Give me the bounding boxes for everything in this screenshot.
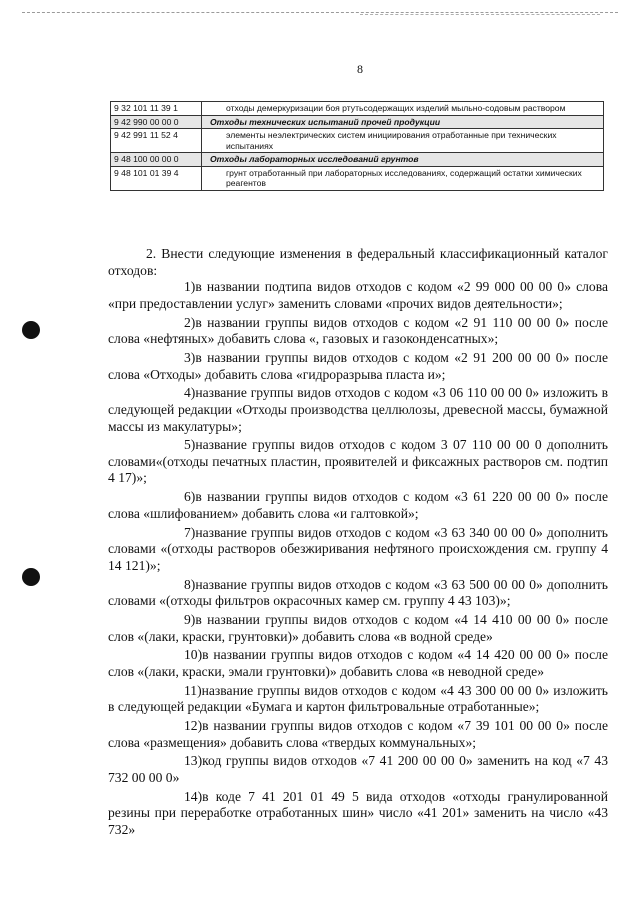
list-item bbox=[108, 315, 608, 348]
table-row-group bbox=[111, 153, 604, 167]
waste-group-title: Отходы технических испытаний прочей продукции bbox=[202, 115, 604, 129]
item-number: 6) bbox=[184, 489, 196, 505]
waste-code: 9 48 101 01 39 4 bbox=[111, 166, 202, 190]
list-item bbox=[108, 350, 608, 383]
item-number: 7) bbox=[184, 524, 196, 540]
item-number: 2) bbox=[184, 314, 196, 330]
item-number: 3) bbox=[184, 349, 196, 365]
list-item bbox=[108, 385, 608, 435]
item-number: 9) bbox=[184, 611, 196, 627]
page-number: 8 bbox=[357, 62, 363, 76]
table-row bbox=[111, 166, 604, 190]
section-heading: 2. Внести следующие изменения в федеральный классификационный каталог отходов: bbox=[108, 246, 608, 278]
waste-codes-table bbox=[110, 101, 604, 191]
item-number: 12) bbox=[184, 718, 203, 734]
waste-code: 9 48 100 00 00 0 bbox=[111, 153, 202, 167]
item-text: название группы видов отходов с кодом «3 63 340 00 00 0» дополнить словами «(отходы растворов обезжиривания нефтяного происхождения см. группу 4 14 121)»; bbox=[108, 524, 608, 573]
item-number: 13) bbox=[184, 753, 203, 769]
waste-group-title: Отходы лабораторных исследований грунтов bbox=[202, 153, 604, 167]
waste-description: элементы неэлектрических систем инициирования отработанные при технических испытаниях bbox=[202, 129, 604, 153]
item-text: в названии группы видов отходов с кодом «2 91 110 00 00 0» после слова «нефтяных» добавить слова «, газовых и газоконденсатных»; bbox=[108, 314, 608, 347]
punch-hole bbox=[22, 321, 40, 339]
list-item bbox=[108, 279, 608, 312]
punch-hole bbox=[22, 568, 40, 586]
item-text: в коде 7 41 201 01 49 5 вида отходов «отходы гранулированной резины при переработке отработанных шин» число «41 201» заменить на число «43 732» bbox=[108, 788, 608, 838]
table-row bbox=[111, 129, 604, 153]
list-item bbox=[108, 789, 608, 839]
item-number: 8) bbox=[184, 576, 196, 592]
item-text: код группы видов отходов «7 41 200 00 00 0» заменить на код «7 43 732 00 00 0» bbox=[108, 753, 608, 786]
list-item bbox=[108, 612, 608, 645]
scan-top-edge-secondary bbox=[360, 14, 600, 16]
list-item bbox=[108, 437, 608, 487]
item-number: 14) bbox=[184, 788, 203, 804]
item-text: название группы видов отходов с кодом «4 43 300 00 00 0» изложить в следующей редакции «Бумага и картон фильтровальные отработанные»; bbox=[108, 682, 608, 715]
item-text: в названии группы видов отходов с кодом «2 91 200 00 00 0» после слова «Отходы» добавить слова «гидроразрыва пласта и»; bbox=[108, 349, 608, 382]
list-item bbox=[108, 525, 608, 575]
list-item bbox=[108, 647, 608, 680]
table-row bbox=[111, 102, 604, 116]
list-item bbox=[108, 577, 608, 610]
item-number: 5) bbox=[184, 437, 196, 453]
table-row-group bbox=[111, 115, 604, 129]
item-number: 4) bbox=[184, 385, 196, 401]
waste-description: отходы демеркуризации боя ртутьсодержащих изделий мыльно-содовым раствором bbox=[202, 102, 604, 116]
item-text: в названии группы видов отходов с кодом «4 14 420 00 00 0» после слов «(лаки, краски, эмали грунтовки)» добавить слова «в неводной среде» bbox=[108, 647, 608, 679]
item-text: в названии группы видов отходов с кодом «4 14 410 00 00 0» после слов «(лаки, краски, грунтовки)» добавить слова «в водной среде» bbox=[108, 611, 608, 644]
item-text: название группы видов отходов с кодом «3 63 500 00 00 0» дополнить словами «(отходы фильтров окрасочных камер см. группу 4 43 103)»; bbox=[108, 576, 608, 609]
item-number: 10) bbox=[184, 647, 203, 663]
list-item bbox=[108, 718, 608, 751]
waste-description: грунт отработанный при лабораторных исследованиях, содержащий остатки химических реагентов bbox=[202, 166, 604, 190]
list-item bbox=[108, 683, 608, 716]
item-text: в названии группы видов отходов с кодом «7 39 101 00 00 0» после слова «размещения» добавить слова «твердых коммунальных»; bbox=[108, 718, 608, 750]
item-text: название группы видов отходов с кодом 3 07 110 00 00 0 дополнить словами«(отходы печатных пластин, проявителей и фиксажных растворов см. подтип 4 17)»; bbox=[108, 437, 608, 486]
item-number: 11) bbox=[184, 682, 202, 698]
item-number: 1) bbox=[184, 279, 196, 295]
waste-code: 9 42 991 11 52 4 bbox=[111, 129, 202, 153]
waste-code: 9 42 990 00 00 0 bbox=[111, 115, 202, 129]
item-text: название группы видов отходов с кодом «3 06 110 00 00 0» изложить в следующей редакции «Отходы производства целлюлозы, древесной массы, бумажной массы из макулатуры»; bbox=[108, 385, 608, 434]
item-text: в названии группы видов отходов с кодом «3 61 220 00 00 0» после слова «шлифованием» добавить слова «и галтовкой»; bbox=[108, 489, 608, 521]
list-item bbox=[108, 489, 608, 522]
waste-code: 9 32 101 11 39 1 bbox=[111, 102, 202, 116]
amendments-section bbox=[108, 246, 608, 841]
list-item bbox=[108, 753, 608, 786]
item-text: в названии подтипа видов отходов с кодом «2 99 000 00 00 0» слова «при предоставлении услуг» заменить словами «прочих видов деятельности»; bbox=[108, 279, 608, 311]
